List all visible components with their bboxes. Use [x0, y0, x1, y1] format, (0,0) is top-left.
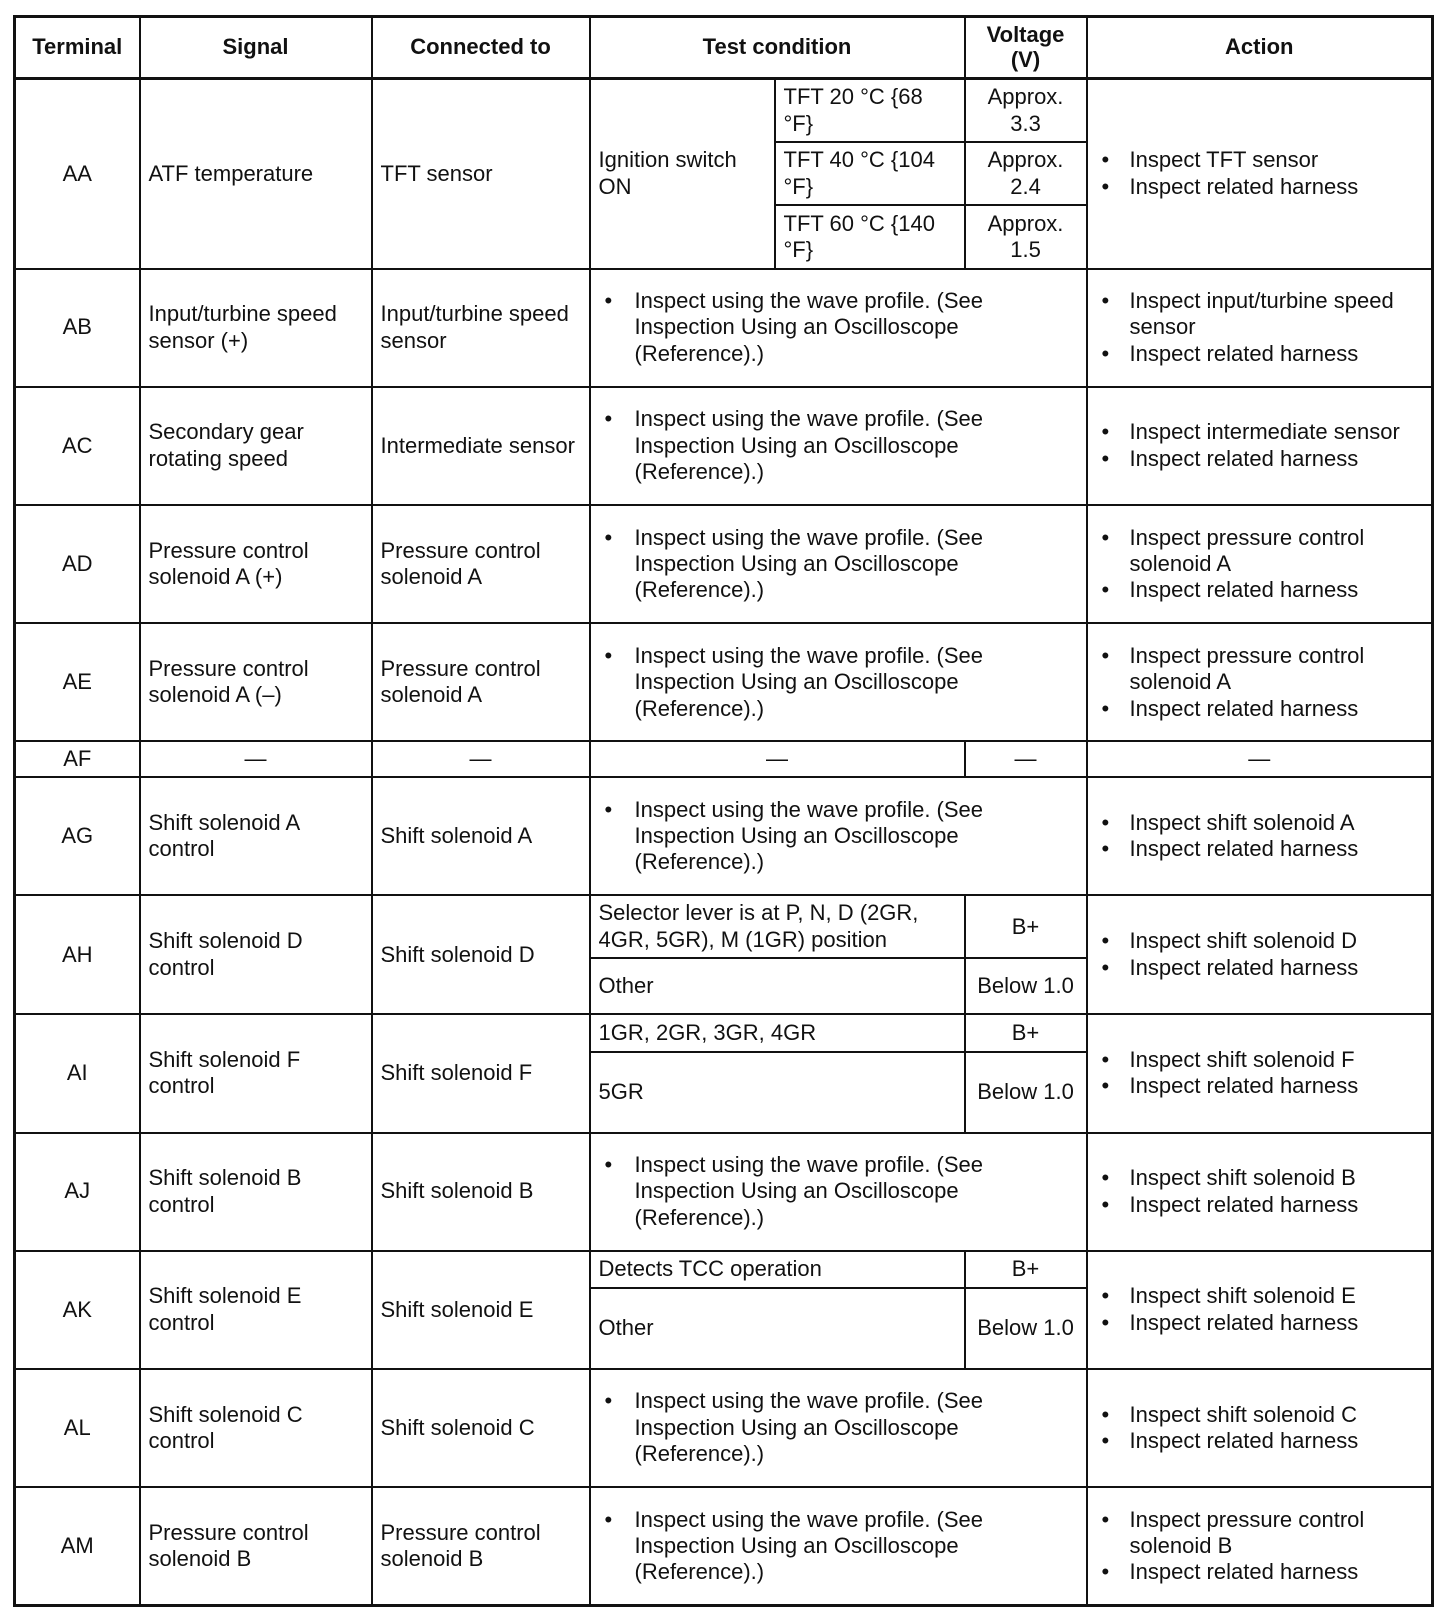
bullet-icon: • — [604, 642, 613, 668]
bullet-icon: • — [1101, 1165, 1110, 1191]
bullet-icon: • — [1101, 1191, 1110, 1217]
signal-cell: Input/turbine speed sensor (+) — [140, 269, 372, 387]
action-cell — [1087, 623, 1433, 741]
terminal-cell: AB — [15, 269, 140, 387]
action-item: • Inspect related harness — [1096, 836, 1424, 862]
action-item: • Inspect shift solenoid F — [1096, 1047, 1424, 1073]
voltage-cell: Approx. 2.4 — [965, 142, 1087, 205]
bullet-icon: • — [1101, 1428, 1110, 1454]
test-condition-cell — [590, 1487, 1087, 1605]
voltage-cell: — — [965, 741, 1087, 777]
signal-cell: Shift solenoid E control — [140, 1251, 372, 1369]
bullet-icon: • — [604, 288, 613, 314]
voltage-cell: B+ — [965, 1014, 1087, 1051]
terminal-cell: AH — [15, 895, 140, 1014]
action-item: • Inspect pressure control solenoid B — [1096, 1507, 1424, 1560]
header-test-condition: Test condition — [590, 17, 965, 79]
bullet-icon: • — [604, 524, 613, 550]
connected-to-cell: Intermediate sensor — [372, 387, 590, 505]
sub-condition-cell: TFT 60 °C {140 °F} — [775, 205, 965, 268]
signal-cell: ATF temperature — [140, 79, 372, 269]
connected-to-cell: Pressure control solenoid A — [372, 505, 590, 623]
action-cell — [1087, 1133, 1433, 1251]
table-row — [15, 1369, 1433, 1487]
header-signal: Signal — [140, 17, 372, 79]
signal-cell: Shift solenoid D control — [140, 895, 372, 1014]
action-cell — [1087, 1251, 1433, 1369]
header-voltage: Voltage (V) — [965, 17, 1087, 79]
action-item: • Inspect shift solenoid A — [1096, 810, 1424, 836]
condition-item: • Inspect using the wave profile. (See Inspection Using an Oscilloscope (Reference).) — [599, 288, 1078, 367]
connected-to-cell: Shift solenoid C — [372, 1369, 590, 1487]
test-condition-cell: Selector lever is at P, N, D (2GR, 4GR, 5GR), M (1GR) position — [590, 895, 965, 958]
test-condition-cell: Other — [590, 958, 965, 1014]
header-row — [15, 17, 1433, 79]
action-item: • Inspect pressure control solenoid A — [1096, 525, 1424, 578]
terminal-cell: AD — [15, 505, 140, 623]
connected-to-cell: Pressure control solenoid A — [372, 623, 590, 741]
action-item: • Inspect related harness — [1096, 174, 1424, 200]
action-cell — [1087, 777, 1433, 895]
bullet-icon: • — [1101, 1506, 1110, 1532]
header-connected-to: Connected to — [372, 17, 590, 79]
signal-cell: — — [140, 741, 372, 777]
action-item: • Inspect related harness — [1096, 1428, 1424, 1454]
connected-to-cell: Shift solenoid F — [372, 1014, 590, 1132]
table-row — [15, 895, 1433, 958]
signal-cell: Pressure control solenoid B — [140, 1487, 372, 1605]
terminal-cell: AC — [15, 387, 140, 505]
bullet-icon: • — [604, 796, 613, 822]
connected-to-cell: Shift solenoid E — [372, 1251, 590, 1369]
table-row — [15, 79, 1433, 143]
terminal-cell: AJ — [15, 1133, 140, 1251]
bullet-icon: • — [1101, 288, 1110, 314]
bullet-icon: • — [1101, 1401, 1110, 1427]
table-row — [15, 1487, 1433, 1605]
test-condition-cell: Ignition switch ON — [590, 79, 775, 269]
bullet-icon: • — [1101, 147, 1110, 173]
signal-cell: Pressure control solenoid A (–) — [140, 623, 372, 741]
condition-item: • Inspect using the wave profile. (See Inspection Using an Oscilloscope (Reference).) — [599, 525, 1078, 604]
test-condition-cell: 1GR, 2GR, 3GR, 4GR — [590, 1014, 965, 1051]
connected-to-cell: TFT sensor — [372, 79, 590, 269]
voltage-cell: B+ — [965, 1251, 1087, 1288]
header-terminal: Terminal — [15, 17, 140, 79]
voltage-cell: Below 1.0 — [965, 1052, 1087, 1133]
action-item: • Inspect related harness — [1096, 955, 1424, 981]
action-cell — [1087, 505, 1433, 623]
bullet-icon: • — [1101, 1047, 1110, 1073]
voltage-cell: Below 1.0 — [965, 958, 1087, 1014]
bullet-icon: • — [604, 406, 613, 432]
table-row — [15, 387, 1433, 505]
terminal-cell: AK — [15, 1251, 140, 1369]
action-cell — [1087, 387, 1433, 505]
bullet-icon: • — [1101, 642, 1110, 668]
bullet-icon: • — [1101, 419, 1110, 445]
table-row — [15, 269, 1433, 387]
test-condition-cell: — — [590, 741, 965, 777]
action-item: • Inspect shift solenoid C — [1096, 1402, 1424, 1428]
action-cell — [1087, 895, 1433, 1014]
bullet-icon: • — [1101, 445, 1110, 471]
action-cell — [1087, 1369, 1433, 1487]
action-item: • Inspect related harness — [1096, 341, 1424, 367]
bullet-icon: • — [1101, 836, 1110, 862]
action-item: • Inspect pressure control solenoid A — [1096, 643, 1424, 696]
bullet-icon: • — [1101, 340, 1110, 366]
condition-item: • Inspect using the wave profile. (See Inspection Using an Oscilloscope (Reference).) — [599, 797, 1078, 876]
voltage-cell: Below 1.0 — [965, 1288, 1087, 1369]
test-condition-cell: Detects TCC operation — [590, 1251, 965, 1288]
bullet-icon: • — [1101, 577, 1110, 603]
header-action: Action — [1087, 17, 1433, 79]
bullet-icon: • — [1101, 1559, 1110, 1585]
test-condition-cell — [590, 1369, 1087, 1487]
signal-cell: Pressure control solenoid A (+) — [140, 505, 372, 623]
test-condition-cell — [590, 269, 1087, 387]
action-item: • Inspect related harness — [1096, 696, 1424, 722]
action-item: • Inspect related harness — [1096, 1073, 1424, 1099]
sub-condition-cell: TFT 20 °C {68 °F} — [775, 79, 965, 143]
voltage-cell: Approx. 1.5 — [965, 205, 1087, 268]
bullet-icon: • — [604, 1152, 613, 1178]
signal-cell: Shift solenoid B control — [140, 1133, 372, 1251]
test-condition-cell: Other — [590, 1288, 965, 1369]
connected-to-cell: Shift solenoid D — [372, 895, 590, 1014]
connected-to-cell: — — [372, 741, 590, 777]
condition-item: • Inspect using the wave profile. (See Inspection Using an Oscilloscope (Reference).) — [599, 406, 1078, 485]
connected-to-cell: Shift solenoid B — [372, 1133, 590, 1251]
condition-item: • Inspect using the wave profile. (See Inspection Using an Oscilloscope (Reference).) — [599, 1152, 1078, 1231]
action-item: • Inspect shift solenoid D — [1096, 928, 1424, 954]
bullet-icon: • — [1101, 928, 1110, 954]
action-item: • Inspect shift solenoid E — [1096, 1283, 1424, 1309]
table-row — [15, 505, 1433, 623]
bullet-icon: • — [1101, 695, 1110, 721]
voltage-cell: B+ — [965, 895, 1087, 958]
connected-to-cell: Input/turbine speed sensor — [372, 269, 590, 387]
action-item: • Inspect intermediate sensor — [1096, 419, 1424, 445]
bullet-icon: • — [1101, 1309, 1110, 1335]
test-condition-cell — [590, 387, 1087, 505]
bullet-icon: • — [1101, 1283, 1110, 1309]
terminal-cell: AA — [15, 79, 140, 269]
table-row — [15, 741, 1433, 777]
table-row — [15, 777, 1433, 895]
action-cell — [1087, 269, 1433, 387]
bullet-icon: • — [1101, 173, 1110, 199]
bullet-icon: • — [1101, 809, 1110, 835]
test-condition-cell — [590, 505, 1087, 623]
terminal-cell: AI — [15, 1014, 140, 1132]
action-item: • Inspect related harness — [1096, 577, 1424, 603]
condition-item: • Inspect using the wave profile. (See Inspection Using an Oscilloscope (Reference).) — [599, 1507, 1078, 1586]
table-row — [15, 1014, 1433, 1051]
table-row — [15, 623, 1433, 741]
table-row — [15, 1251, 1433, 1288]
signal-cell: Shift solenoid A control — [140, 777, 372, 895]
bullet-icon: • — [604, 1388, 613, 1414]
action-cell — [1087, 1014, 1433, 1132]
voltage-cell: Approx. 3.3 — [965, 79, 1087, 143]
signal-cell: Shift solenoid C control — [140, 1369, 372, 1487]
bullet-icon: • — [1101, 1073, 1110, 1099]
connected-to-cell: Pressure control solenoid B — [372, 1487, 590, 1605]
bullet-icon: • — [604, 1506, 613, 1532]
action-item: • Inspect related harness — [1096, 1559, 1424, 1585]
action-item: • Inspect related harness — [1096, 1192, 1424, 1218]
sub-condition-cell: TFT 40 °C {104 °F} — [775, 142, 965, 205]
test-condition-cell — [590, 623, 1087, 741]
table-row — [15, 1133, 1433, 1251]
condition-item: • Inspect using the wave profile. (See Inspection Using an Oscilloscope (Reference).) — [599, 643, 1078, 722]
terminal-cell: AM — [15, 1487, 140, 1605]
condition-item: • Inspect using the wave profile. (See Inspection Using an Oscilloscope (Reference).) — [599, 1388, 1078, 1467]
terminal-cell: AL — [15, 1369, 140, 1487]
bullet-icon: • — [1101, 954, 1110, 980]
terminal-inspection-table — [13, 15, 1434, 1607]
connected-to-cell: Shift solenoid A — [372, 777, 590, 895]
terminal-cell: AF — [15, 741, 140, 777]
action-cell: — — [1087, 741, 1433, 777]
bullet-icon: • — [1101, 524, 1110, 550]
terminal-cell: AG — [15, 777, 140, 895]
action-cell — [1087, 79, 1433, 269]
action-item: • Inspect TFT sensor — [1096, 147, 1424, 173]
action-cell — [1087, 1487, 1433, 1605]
terminal-cell: AE — [15, 623, 140, 741]
action-item: • Inspect input/turbine speed sensor — [1096, 288, 1424, 341]
signal-cell: Shift solenoid F control — [140, 1014, 372, 1132]
action-item: • Inspect related harness — [1096, 446, 1424, 472]
signal-cell: Secondary gear rotating speed — [140, 387, 372, 505]
test-condition-cell: 5GR — [590, 1052, 965, 1133]
action-item: • Inspect shift solenoid B — [1096, 1165, 1424, 1191]
test-condition-cell — [590, 1133, 1087, 1251]
action-item: • Inspect related harness — [1096, 1310, 1424, 1336]
test-condition-cell — [590, 777, 1087, 895]
